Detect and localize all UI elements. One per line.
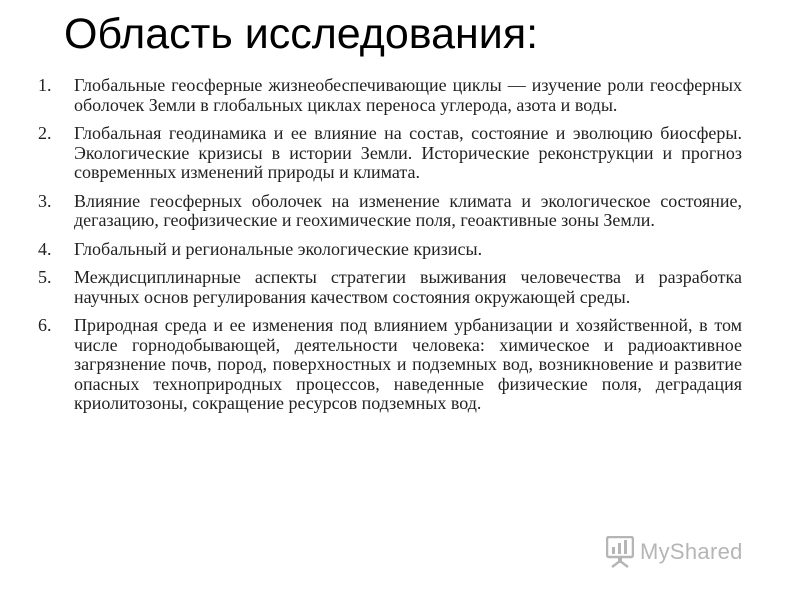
list-item-number: 6. — [38, 315, 52, 335]
watermark-text: MyShared — [640, 539, 743, 564]
list-item-number: 5. — [38, 267, 52, 287]
list-item-number: 3. — [38, 190, 52, 211]
research-area-list — [38, 76, 742, 423]
list-item-text: Влияние геосферных оболочек на изменение климата и экологическое состояние, дегазацию, геофизические и геохимические поля, геоактивные зоны Земли. — [74, 190, 742, 230]
list-item — [38, 240, 742, 260]
list-item-text: Глобальный и региональные экологические кризисы. — [74, 238, 483, 259]
list-item-text: Природная среда и ее изменения под влиянием урбанизации и хозяйственной, в том числе горнодобывающей, деятельности человека: химическое и радиоактивное загрязнение почв, пород, поверхностных и подземных вод, возникновение и развитие опасных технoприродных процессов, наведенные физические поля, деградация криолитозоны, сокращение ресурсов подземных вод. — [74, 315, 742, 413]
list-item-number: 2. — [38, 123, 52, 143]
list-item-number: 4. — [38, 238, 52, 259]
myshared-logo-icon — [606, 536, 634, 568]
list-item-text: Глобальная геодинамика и ее влияние на состав, состояние и эволюцию биосферы. Экологические кризисы в истории Земли. Исторические реконструкции и прогноз современных изменений природы и климата. — [74, 123, 742, 182]
list-item — [38, 192, 742, 231]
list-item — [38, 316, 742, 414]
slide-title: Область исследования: — [64, 10, 539, 58]
watermark — [606, 536, 743, 568]
list-item — [38, 76, 742, 115]
list-item-text: Междисциплинарные аспекты стратегии выживания человечества и разработка научных основ регулирования качеством состояния окружающей среды. — [74, 267, 742, 307]
list-item-number: 1. — [38, 75, 52, 95]
list-item — [38, 124, 742, 183]
list-item-text: Глобальные геосферные жизнеобеспечивающие циклы — изучение роли геосферных оболочек Земли в глобальных циклах переноса углерода, азота и воды. — [74, 75, 742, 115]
list-item — [38, 268, 742, 307]
